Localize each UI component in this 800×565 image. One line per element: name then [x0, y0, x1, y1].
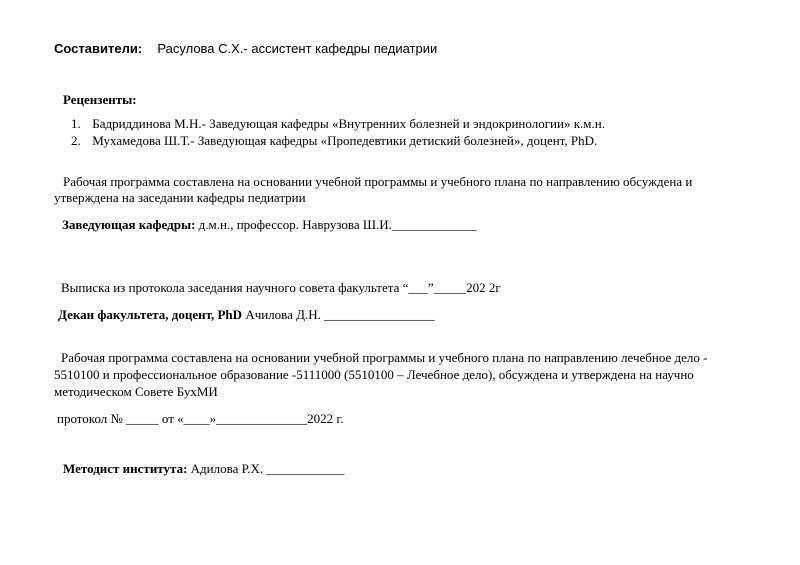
methodist-line [63, 461, 344, 477]
head-of-department-text: д.м.н., профессор. Наврузова Ш.И._____________ [198, 217, 477, 232]
dean-text: Ачилова Д.Н. _________________ [245, 307, 435, 322]
dean-label: Декан факультета, доцент, PhD [58, 307, 243, 322]
program2-line2: 5510100 и профессиональное образование -5111000 (5510100 – Лечебное дело), обсуждена и утверждена на научно [54, 367, 694, 382]
methodist-label: Методист института: [63, 461, 188, 476]
reviewer-item-1 [71, 116, 605, 132]
head-of-department-line [62, 217, 476, 233]
reviewer-number: 2. [71, 133, 81, 148]
reviewer-text: Бадриддинова М.Н.- Заведующая кафедры «Внутренних болезней и эндокринологии» к.м.н. [92, 116, 605, 131]
protocol-number-line: протокол № _____ от «____»______________2022 г. [57, 411, 344, 426]
protocol-extract-line: Выписка из протокола заседания научного совета факультета “___”_____202 2г [61, 280, 501, 295]
program2-line3: методическом Совете БухМИ [54, 384, 218, 399]
head-of-department-label: Заведующая кафедры: [62, 217, 196, 232]
reviewer-number: 1. [71, 116, 81, 131]
compilers-text: Расулова С.Х.- ассистент кафедры педиатрии [157, 41, 438, 56]
reviewers-label: Рецензенты: [63, 92, 137, 107]
methodist-text: Адилова Р.Х. ____________ [190, 461, 345, 476]
reviewers-heading [63, 92, 137, 108]
program1-line1: Рабочая программа составлена на основании учебной программы и учебного плана по направлению обсуждена и [63, 174, 693, 189]
reviewer-item-2 [71, 133, 597, 149]
reviewer-text: Мухамедова Ш.Т.- Заведующая кафедры «Пропедевтики детиский болезней», доцент, PhD. [92, 133, 598, 148]
compilers-line [54, 41, 437, 57]
compilers-label: Составители: [54, 41, 143, 56]
dean-line [58, 307, 435, 323]
program2-line1: Рабочая программа составлена на основании учебной программы и учебного плана по направлению лечебное дело - [61, 350, 708, 365]
program1-line2: утверждена на заседании кафедры педиатрии [54, 190, 306, 205]
